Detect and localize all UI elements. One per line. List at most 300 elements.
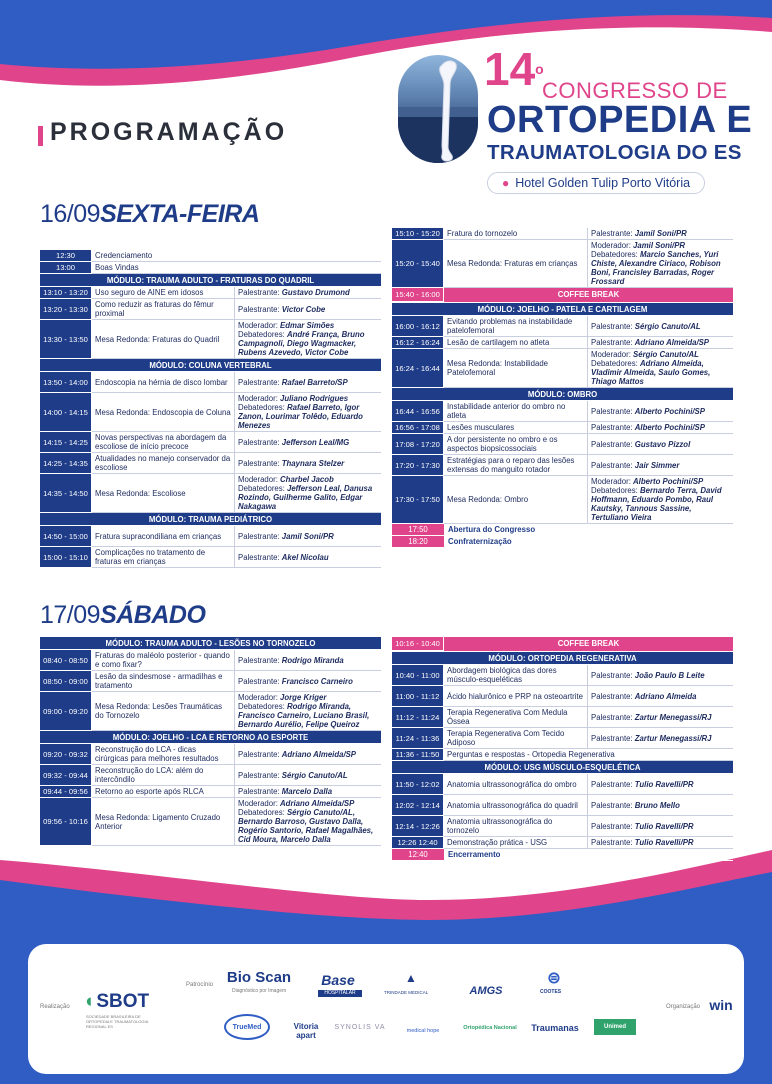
- speaker-role: Debatedores:: [238, 808, 287, 817]
- speaker-role: Palestrante:: [591, 821, 635, 831]
- session-title: Perguntas e respostas - Ortopedia Regenerativa: [447, 750, 615, 759]
- time-cell: 12:02 - 12:14: [392, 795, 444, 816]
- speaker-role: Palestrante:: [591, 670, 635, 680]
- speaker-role: Debatedores:: [591, 486, 640, 495]
- session-title: Fratura do tornozelo: [444, 228, 588, 239]
- session-title: Atualidades no manejo conservador da escoliose: [92, 453, 235, 473]
- speaker-role: Palestrante:: [238, 288, 282, 297]
- session-row: [392, 401, 733, 422]
- session-title: Demonstração prática - USG: [444, 837, 588, 848]
- speaker-cell: [588, 686, 733, 706]
- speaker-cell: [588, 728, 733, 748]
- time-cell: 14:25 - 14:35: [40, 453, 92, 474]
- session-row: [392, 749, 733, 761]
- session-title: Complicações no tratamento de fraturas em crianças: [92, 547, 235, 567]
- title-accent: [38, 126, 43, 146]
- speaker-line: [591, 801, 730, 810]
- cootes-mark-icon: ⊜: [547, 970, 561, 987]
- time-cell: 13:30 - 13:50: [40, 320, 92, 359]
- session-row: [392, 665, 733, 686]
- speaker-line: [238, 808, 378, 844]
- time-cell: 09:44 - 09:56: [40, 786, 92, 798]
- module-header: MÓDULO: JOELHO - PATELA E CARTILAGEM: [392, 303, 733, 316]
- time-cell: 17:50: [392, 524, 444, 535]
- speaker-line: [591, 241, 730, 250]
- speaker-name: Alberto Pochini/SP: [633, 477, 704, 486]
- module-header: MÓDULO: ORTOPEDIA REGENERATIVA: [392, 652, 733, 665]
- session-title: Endoscopia na hérnia de disco lombar: [92, 372, 235, 392]
- session-title: Fraturas do maléolo posterior - quando e como fixar?: [92, 650, 235, 670]
- day-heading-2: [40, 601, 205, 630]
- speaker-role: Debatedores:: [591, 250, 640, 259]
- session-title: Mesa Redonda: Ombro: [444, 476, 588, 523]
- traumanas-logo: Traumanas: [531, 1023, 579, 1033]
- speaker-cell: [235, 744, 381, 764]
- time-cell: 15:00 - 15:10: [40, 547, 92, 568]
- speaker-cell: [235, 547, 381, 567]
- session-title: Estratégias para o reparo das lesões extensas do manguito rotador: [444, 455, 588, 475]
- speaker-line: [238, 677, 378, 686]
- speaker-name: Adriano Almeida/SP: [280, 799, 355, 808]
- base-logo: Base: [321, 972, 355, 988]
- session-row: [392, 337, 733, 349]
- closing-row: [392, 536, 733, 548]
- schedule-day2-left: [40, 637, 381, 846]
- session-row: [40, 765, 381, 786]
- speaker-name: Jair Simmer: [634, 460, 680, 470]
- session-title: Evitando problemas na instabilidade patelofemoral: [444, 316, 588, 336]
- speaker-line: [238, 693, 378, 702]
- session-row: [40, 299, 381, 320]
- time-cell: 10:40 - 11:00: [392, 665, 444, 686]
- speaker-role: Debatedores:: [238, 702, 287, 711]
- speaker-role: Palestrante:: [238, 676, 282, 686]
- session-title: Mesa Redonda: Endoscopia de Coluna: [92, 393, 235, 431]
- speaker-role: Palestrante:: [591, 838, 635, 847]
- session-row: [40, 744, 381, 765]
- speaker-cell: [588, 795, 733, 815]
- speaker-role: Debatedores:: [238, 484, 287, 493]
- time-cell: 15:20 - 15:40: [392, 240, 444, 288]
- time-cell: 12:26 12:40: [392, 837, 444, 849]
- event-title-line1: CONGRESSO DE: [542, 78, 728, 103]
- session-row: [392, 349, 733, 388]
- speaker-role: Palestrante:: [591, 423, 635, 432]
- speaker-role: Debatedores:: [591, 359, 640, 368]
- time-cell: 15:40 - 16:00: [392, 288, 444, 302]
- time-cell: 11:50 - 12:02: [392, 774, 444, 795]
- speaker-line: [238, 288, 378, 297]
- speaker-cell: [235, 671, 381, 691]
- speaker-role: Palestrante:: [591, 691, 635, 701]
- speaker-role: Palestrante:: [238, 437, 282, 447]
- speaker-line: [591, 407, 730, 416]
- speaker-role: Palestrante:: [238, 552, 282, 562]
- session-row: [40, 287, 381, 299]
- speaker-line: [238, 394, 378, 403]
- sbot-subtitle: SOCIEDADE BRASILEIRA DE ORTOPEDIA E TRAUMATOLOGIA REGIONAL ES: [86, 1014, 149, 1029]
- session-title: Reconstrução do LCA: além do intercôndilo: [92, 765, 235, 785]
- speaker-role: Palestrante:: [238, 458, 282, 468]
- session-row: [392, 434, 733, 455]
- time-cell: 10:16 - 10:40: [392, 637, 444, 651]
- speaker-name: Gustavo Drumond: [281, 288, 350, 297]
- session-title: Anatomia ultrassonográfica do ombro: [444, 774, 588, 794]
- sbot-mark-icon: ◖: [82, 991, 95, 1012]
- time-cell: 13:00: [40, 262, 92, 274]
- time-cell: 15:10 - 15:20: [392, 228, 444, 240]
- trindade-logo: TRINDADE MEDICAL: [384, 990, 429, 995]
- speaker-cell: [235, 650, 381, 670]
- speaker-role: Palestrante:: [238, 531, 282, 541]
- speaker-role: Palestrante:: [591, 779, 635, 789]
- patrocinio-label: Patrocínio: [186, 982, 214, 988]
- session-title: Credenciamento: [95, 251, 153, 260]
- session-title: Reconstrução do LCA - dicas cirúrgicas para melhores resultados: [92, 744, 235, 764]
- speaker-line: [591, 692, 730, 701]
- closing-label: Encerramento: [448, 850, 501, 859]
- speaker-cell: [235, 299, 381, 319]
- module-header: MÓDULO: COLUNA VERTEBRAL: [40, 359, 381, 372]
- session-row: [392, 837, 733, 849]
- session-row: [392, 686, 733, 707]
- time-cell: 18:20: [392, 536, 444, 547]
- session-row: [40, 692, 381, 731]
- speaker-cell: [588, 401, 733, 421]
- session-row: [392, 728, 733, 749]
- time-cell: 11:12 - 11:24: [392, 707, 444, 728]
- speaker-role: Palestrante:: [591, 712, 635, 722]
- speaker-role: Palestrante:: [591, 733, 635, 743]
- speaker-cell: [588, 837, 733, 848]
- session-row: [40, 671, 381, 692]
- day-heading-1: [40, 200, 259, 229]
- speaker-role: Moderador:: [238, 321, 281, 330]
- speaker-cell: [235, 765, 381, 785]
- speaker-role: Moderador:: [591, 241, 634, 250]
- session-title: Abordagem biológica das dores músculo-esqueléticas: [444, 665, 588, 685]
- session-row: [40, 393, 381, 432]
- speaker-role: Palestrante:: [591, 321, 635, 331]
- speaker-name: Akel Nicolau: [281, 552, 329, 562]
- session-title: Novas perspectivas na abordagem da escoliose de início precoce: [92, 432, 235, 452]
- coffee-break-row: [392, 288, 733, 303]
- session-title: Lesão da sindesmose - armadilhas e tratamento: [92, 671, 235, 691]
- session-row: [392, 316, 733, 337]
- speaker-role: Moderador:: [238, 693, 281, 702]
- event-edition-number: 14$^o$: [484, 43, 544, 95]
- speaker-role: Moderador:: [591, 350, 634, 359]
- speaker-role: Moderador:: [238, 475, 281, 484]
- speaker-line: [591, 461, 730, 470]
- speaker-name: Jefferson Leal/MG: [281, 437, 350, 447]
- schedule-day1-right: [392, 228, 733, 548]
- speaker-cell: [235, 453, 381, 473]
- speaker-line: [591, 713, 730, 722]
- break-label: COFFEE BREAK: [444, 288, 733, 302]
- bioscan-logo: Bio Scan: [226, 968, 292, 986]
- speaker-role: Moderador:: [591, 477, 634, 486]
- speaker-cell: [588, 665, 733, 685]
- speaker-name: João Paulo B Leite: [634, 670, 705, 680]
- time-cell: 09:20 - 09:32: [40, 744, 92, 765]
- speaker-name: Marcelo Dalla: [281, 787, 333, 796]
- session-row: [392, 476, 733, 524]
- time-cell: 14:15 - 14:25: [40, 432, 92, 453]
- time-cell: 17:30 - 17:50: [392, 476, 444, 524]
- session-title: Como reduzir as fraturas do fêmur proximal: [92, 299, 235, 319]
- closing-label: Confraternização: [448, 537, 512, 546]
- session-title: Ácido hialurônico e PRP na osteoartrite: [444, 686, 588, 706]
- speaker-line: [591, 359, 730, 386]
- event-logo-photo: [398, 55, 478, 163]
- speaker-line: [591, 838, 730, 847]
- time-cell: 16:44 - 16:56: [392, 401, 444, 422]
- speaker-line: [591, 250, 730, 286]
- session-row: [40, 526, 381, 547]
- session-row: [40, 320, 381, 359]
- speaker-name: Rafael Barreto/SP: [281, 377, 348, 387]
- speaker-line: [238, 484, 378, 511]
- speaker-line: [238, 475, 378, 484]
- session-row: [40, 372, 381, 393]
- speaker-line: [591, 822, 730, 831]
- session-row: [40, 453, 381, 474]
- time-cell: 08:40 - 08:50: [40, 650, 92, 671]
- day1-date: 16/09: [40, 200, 101, 228]
- speaker-line: [591, 338, 730, 347]
- cootes-logo: COOTES: [540, 989, 562, 995]
- session-row: [40, 650, 381, 671]
- speaker-line: [591, 350, 730, 359]
- session-title: Uso seguro de AINE em idosos: [92, 287, 235, 298]
- day2-date: 17/09: [40, 601, 101, 629]
- session-title: A dor persistente no ombro e os aspectos biopsicossociais: [444, 434, 588, 454]
- speaker-line: [591, 440, 730, 449]
- speaker-name: Francisco Carneiro: [281, 676, 353, 686]
- speaker-cell: [235, 372, 381, 392]
- speaker-name: Adriano Almeida, Vladimir Almeida, Saulo Gomes, Thiago Mattos: [591, 359, 711, 386]
- speaker-line: [591, 734, 730, 743]
- speaker-role: Moderador:: [238, 799, 281, 808]
- speaker-line: [591, 780, 730, 789]
- speaker-line: [238, 787, 378, 796]
- speaker-role: Palestrante:: [591, 460, 635, 470]
- session-title: Mesa Redonda: Fraturas do Quadril: [92, 320, 235, 358]
- speaker-name: Thaynara Stelzer: [281, 458, 345, 468]
- speaker-line: [238, 553, 378, 562]
- session-title: Anatomia ultrassonográfica do tornozelo: [444, 816, 588, 836]
- speaker-name: Jefferson Leal, Danusa Rozindo, Guilherme Galito, Edgar Nakagawa: [238, 484, 373, 511]
- speaker-name: Jorge Kriger: [280, 693, 327, 702]
- closing-row: [392, 524, 733, 536]
- time-cell: 09:00 - 09:20: [40, 692, 92, 731]
- session-row: [392, 240, 733, 288]
- time-cell: 14:50 - 15:00: [40, 526, 92, 547]
- session-title: Fratura supracondiliana em crianças: [92, 526, 235, 546]
- session-title: Mesa Redonda: Ligamento Cruzado Anterior: [92, 798, 235, 845]
- speaker-role: Palestrante:: [591, 439, 635, 449]
- session-title: Terapia Regenerativa Com Tecido Adiposo: [444, 728, 588, 748]
- speaker-cell: [235, 432, 381, 452]
- session-title: Lesão de cartilagem no atleta: [444, 337, 588, 348]
- time-cell: 16:56 - 17:08: [392, 422, 444, 434]
- speaker-line: [238, 656, 378, 665]
- speaker-cell: [235, 798, 381, 845]
- time-cell: 11:00 - 11:12: [392, 686, 444, 707]
- speaker-line: [591, 477, 730, 486]
- truemed-logo: TrueMed: [224, 1014, 270, 1040]
- speaker-cell: [235, 692, 381, 730]
- speaker-role: Palestrante:: [591, 800, 635, 810]
- session-row: [40, 474, 381, 513]
- bone-image: [398, 55, 478, 163]
- speaker-role: Palestrante:: [591, 338, 635, 347]
- speaker-role: Palestrante:: [591, 229, 635, 238]
- organizacao-label: Organização: [666, 1004, 701, 1010]
- speaker-cell: [588, 476, 733, 523]
- session-title: Terapia Regenerativa Com Medula Óssea: [444, 707, 588, 727]
- speaker-cell: [235, 786, 381, 797]
- session-title: Instabilidade anterior do ombro no atleta: [444, 401, 588, 421]
- break-label: COFFEE BREAK: [444, 637, 733, 651]
- module-header: MÓDULO: JOELHO - LCA E RETORNO AO ESPORTE: [40, 731, 381, 744]
- session-row: [40, 250, 381, 262]
- speaker-name: Rodrigo Miranda, Francisco Carneiro, Luciano Brasil, Bernardo Aurélio, Felipe Queiroz: [238, 702, 370, 729]
- page-title: PROGRAMAÇÃO: [50, 118, 288, 146]
- speaker-name: Tulio Ravelli/PR: [634, 821, 694, 831]
- session-row: [392, 707, 733, 728]
- speaker-line: [238, 459, 378, 468]
- speaker-name: Bernardo Terra, David Hoffmann, Eduardo Pombo, Raul Kautsky, Tannous Sassine, Tertuliano Vieira: [591, 486, 722, 522]
- venue-badge: [487, 172, 705, 194]
- speaker-cell: [588, 434, 733, 454]
- closing-label: Abertura do Congresso: [448, 525, 536, 534]
- location-pin-icon: ●: [501, 176, 510, 190]
- session-row: [392, 228, 733, 240]
- speaker-cell: [588, 816, 733, 836]
- session-title: Anatomia ultrassonográfica do quadril: [444, 795, 588, 815]
- time-cell: 16:12 - 16:24: [392, 337, 444, 349]
- speaker-name: Zartur Menegassi/RJ: [634, 733, 712, 743]
- time-cell: 16:00 - 16:12: [392, 316, 444, 337]
- speaker-line: [238, 532, 378, 541]
- module-header: MÓDULO: TRAUMA PEDIÁTRICO: [40, 513, 381, 526]
- speaker-name: Tulio Ravelli/PR: [634, 779, 694, 789]
- speaker-name: Jamil Soni/PR: [633, 241, 686, 250]
- time-cell: 12:30: [40, 250, 92, 262]
- speaker-name: Charbel Jacob: [280, 475, 334, 484]
- speaker-name: Juliano Rodrigues: [280, 394, 349, 403]
- time-cell: 17:20 - 17:30: [392, 455, 444, 476]
- session-row: [392, 816, 733, 837]
- session-row: [392, 795, 733, 816]
- medical-hope-logo: medical hope: [406, 1028, 440, 1034]
- schedule-day1-left: [40, 250, 381, 568]
- speaker-name: Jamil Soni/PR: [634, 229, 687, 238]
- session-title: Mesa Redonda: Instabilidade Patelofemoral: [444, 349, 588, 387]
- session-title: Mesa Redonda: Fraturas em crianças: [444, 240, 588, 287]
- win-logo: win: [709, 997, 733, 1013]
- speaker-name: Alberto Pochini/SP: [634, 423, 705, 432]
- speaker-line: [238, 799, 378, 808]
- session-row: [40, 262, 381, 274]
- speaker-role: Palestrante:: [238, 749, 282, 759]
- bioscan-subtitle: Diagnóstico por Imagem: [232, 988, 287, 994]
- speaker-role: Palestrante:: [238, 655, 282, 665]
- speaker-line: [238, 305, 378, 314]
- speaker-cell: [588, 455, 733, 475]
- speaker-cell: [588, 707, 733, 727]
- speaker-name: Sérgio Canuto/AL: [281, 770, 348, 780]
- speaker-name: Adriano Almeida/SP: [281, 749, 357, 759]
- trindade-mark-icon: ▲: [405, 971, 417, 985]
- amgs-logo: AMGS: [469, 985, 503, 997]
- speaker-line: [238, 378, 378, 387]
- speaker-line: [591, 322, 730, 331]
- time-cell: 17:08 - 17:20: [392, 434, 444, 455]
- speaker-cell: [235, 526, 381, 546]
- session-title: Lesões musculares: [444, 422, 588, 433]
- speaker-name: Zartur Menegassi/RJ: [634, 712, 712, 722]
- speaker-name: Adriano Almeida/SP: [634, 338, 710, 347]
- time-cell: 12:40: [392, 849, 444, 860]
- speaker-role: Palestrante:: [591, 406, 635, 416]
- speaker-name: Edmar Simões: [280, 321, 335, 330]
- speaker-line: [238, 438, 378, 447]
- speaker-role: Palestrante:: [238, 377, 282, 387]
- time-cell: 13:20 - 13:30: [40, 299, 92, 320]
- module-header: MÓDULO: OMBRO: [392, 388, 733, 401]
- speaker-role: Debatedores:: [238, 403, 287, 412]
- time-cell: 11:36 - 11:50: [392, 749, 444, 761]
- realizacao-label: Realização: [40, 1004, 70, 1010]
- session-row: [40, 786, 381, 798]
- speaker-name: Alberto Pochini/SP: [634, 406, 705, 416]
- speaker-name: Adriano Almeida: [634, 691, 697, 701]
- session-title: Mesa Redonda: Escoliose: [92, 474, 235, 512]
- time-cell: 09:32 - 09:44: [40, 765, 92, 786]
- time-cell: 11:24 - 11:36: [392, 728, 444, 749]
- speaker-name: Rodrigo Miranda: [281, 655, 344, 665]
- speaker-name: Rafael Barreto, Igor Zanon, Lourimar Tolêdo, Eduardo Menezes: [238, 403, 363, 430]
- time-cell: 09:56 - 10:16: [40, 798, 92, 846]
- base-subtitle: HOSPITALAR: [318, 990, 362, 997]
- speaker-line: [238, 771, 378, 780]
- session-row: [392, 455, 733, 476]
- speaker-line: [591, 229, 730, 238]
- module-header: MÓDULO: TRAUMA ADULTO - FRATURAS DO QUADRIL: [40, 274, 381, 287]
- speaker-line: [238, 330, 378, 357]
- session-row: [40, 798, 381, 846]
- schedule-day2-right: [392, 637, 733, 861]
- speaker-name: Marcio Sanches, Yuri Chiste, Alexandre Ciriaco, Robison Boni, Francisley Barradas, Roger Frossard: [591, 250, 721, 286]
- speaker-name: Victor Cobe: [281, 304, 326, 314]
- speaker-cell: [235, 474, 381, 512]
- time-cell: 16:24 - 16:44: [392, 349, 444, 388]
- sbot-logo: ◖ SBOT: [82, 991, 150, 1012]
- time-cell: 13:10 - 13:20: [40, 287, 92, 299]
- speaker-cell: [588, 316, 733, 336]
- speaker-cell: [588, 240, 733, 287]
- speaker-role: Palestrante:: [238, 787, 282, 796]
- time-cell: 08:50 - 09:00: [40, 671, 92, 692]
- vitoria-logo: Vitoria apart: [293, 1022, 319, 1040]
- session-title: Boas Vindas: [95, 263, 139, 272]
- speaker-cell: [588, 422, 733, 433]
- speaker-line: [238, 321, 378, 330]
- speaker-role: Palestrante:: [238, 304, 282, 314]
